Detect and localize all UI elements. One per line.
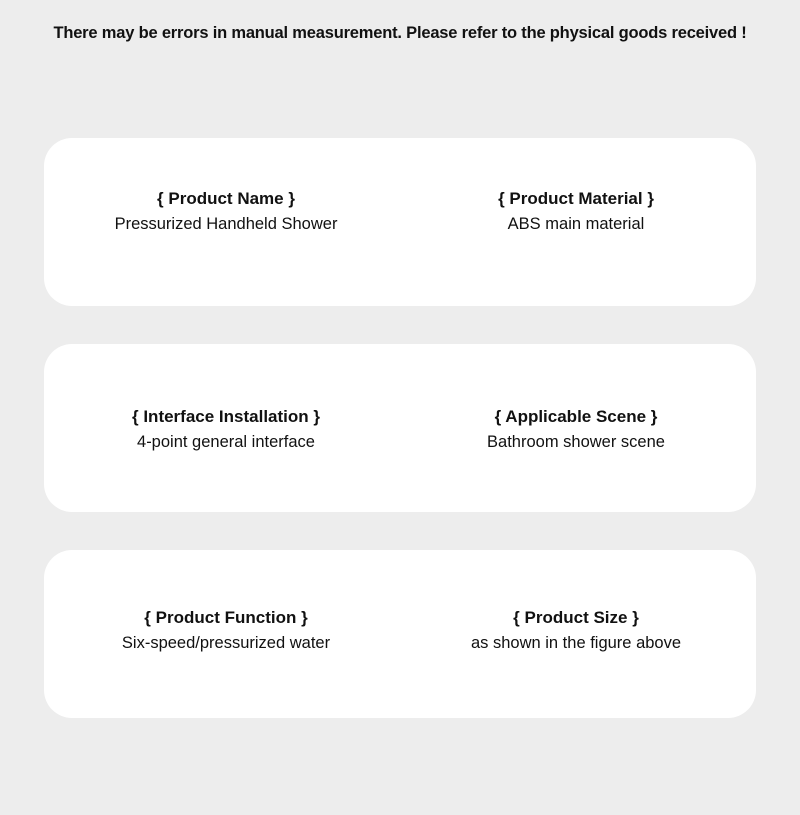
spec-label: { Product Size } [513, 608, 639, 627]
spec-card [44, 344, 756, 512]
spec-item [44, 607, 400, 656]
spec-item [400, 607, 756, 656]
spec-card-list [44, 138, 756, 718]
spec-value: as shown in the figure above [470, 633, 682, 652]
spec-card-row [44, 550, 756, 718]
spec-label: { Product Function } [144, 608, 308, 627]
spec-card [44, 138, 756, 306]
spec-value: Bathroom shower scene [487, 432, 665, 451]
spec-label: { Applicable Scene } [494, 407, 658, 426]
spec-label: { Interface Installation } [132, 407, 320, 426]
spec-value: 4-point general interface [137, 432, 315, 451]
spec-label: { Product Material } [498, 189, 654, 208]
spec-value: ABS main material [507, 214, 645, 233]
spec-value: Six-speed/pressurized water [121, 633, 331, 652]
spec-item [44, 406, 400, 455]
measurement-notice: There may be errors in manual measurement. Please refer to the physical goods received ! [53, 24, 747, 42]
spec-card-row [44, 344, 756, 512]
spec-card [44, 550, 756, 718]
spec-item [400, 188, 756, 237]
spec-value: Pressurized Handheld Shower [114, 214, 338, 233]
spec-label: { Product Name } [157, 189, 295, 208]
spec-item [44, 188, 400, 237]
spec-item [400, 406, 756, 455]
spec-card-row [44, 138, 756, 306]
